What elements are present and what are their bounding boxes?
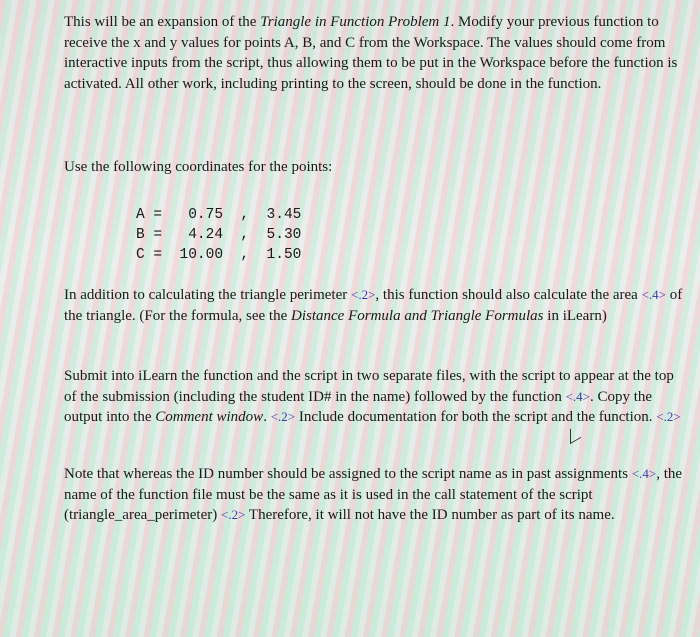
text-segment: Note that whereas the ID number should be assigned to the script name as in past assignments (64, 466, 632, 482)
text-segment: Distance Formula and Triangle Formulas (291, 307, 544, 324)
coordinate-row-c (136, 245, 301, 265)
text-segment: Use the following coordinates for the points: (64, 159, 333, 175)
text-segment: . Modify your previous function to receive the x and y values for points A, B, and C from the Workspace. The values should come from interactive inputs from the script, thus allowing them to be put in the Workspace before the function is activated. All other work, including printing to the screen, should be done in the function. (64, 14, 678, 92)
separator (171, 207, 188, 223)
points-marker: <.2> (350, 287, 376, 302)
coordinate-value: 5.30 (266, 227, 302, 243)
coordinate-value: B (136, 227, 145, 243)
text-segment: . (263, 409, 271, 426)
separator (171, 247, 180, 263)
text-segment: In addition to calculating the triangle perimeter (64, 287, 351, 303)
note-paragraph (64, 464, 684, 526)
separator: = (144, 247, 171, 263)
coordinate-value: A (136, 207, 145, 223)
points-marker: <.2> (656, 409, 681, 425)
separator: = (144, 227, 171, 243)
separator: , (223, 227, 267, 243)
coordinate-value: 3.45 (266, 207, 302, 223)
separator: , (223, 247, 267, 263)
coordinates-table (136, 205, 301, 265)
separator (171, 227, 188, 243)
text-segment: Submit into iLearn the function and the script in two separate files, with the script to appear at the top of the submission (including the student ID# in the name) followed by the function (64, 368, 674, 405)
coordinate-row-b (136, 225, 301, 245)
coordinates-heading (64, 157, 684, 178)
coordinate-value: 4.24 (188, 227, 224, 243)
points-marker: <.4> (641, 287, 666, 302)
text-segment: Therefore, it will not have the ID number as part of its name. (245, 507, 615, 524)
coordinate-value: 0.75 (188, 207, 224, 223)
text-segment: , the name of the function file must be the same as it is used in the call statement of the script (triangle_area_perimeter) (64, 466, 683, 524)
coordinate-value: 10.00 (179, 247, 224, 263)
text-segment: in iLearn) (543, 307, 607, 324)
coordinate-value: 1.50 (266, 247, 302, 263)
intro-paragraph (64, 12, 684, 94)
text-segment: , this function should also calculate the area (375, 287, 642, 303)
coordinate-row-a (136, 205, 301, 225)
text-segment: Triangle in Function Problem 1 (260, 14, 451, 30)
area-paragraph (64, 285, 684, 326)
text-segment: Comment window (155, 409, 264, 426)
points-marker: <.2> (221, 507, 246, 523)
points-marker: <.4> (631, 466, 657, 481)
text-segment: This will be an expansion of the (64, 14, 261, 30)
points-marker: <.4> (565, 388, 590, 404)
coordinate-value: C (136, 247, 145, 263)
separator: = (144, 207, 171, 223)
points-marker: <.2> (270, 409, 296, 425)
submit-paragraph (64, 366, 684, 428)
text-segment: of the triangle. (For the formula, see the (64, 287, 683, 324)
separator: , (223, 207, 267, 223)
text-segment: . Copy the output into the (64, 388, 653, 426)
text-segment: Include documentation for both the script and the function. (295, 409, 657, 426)
